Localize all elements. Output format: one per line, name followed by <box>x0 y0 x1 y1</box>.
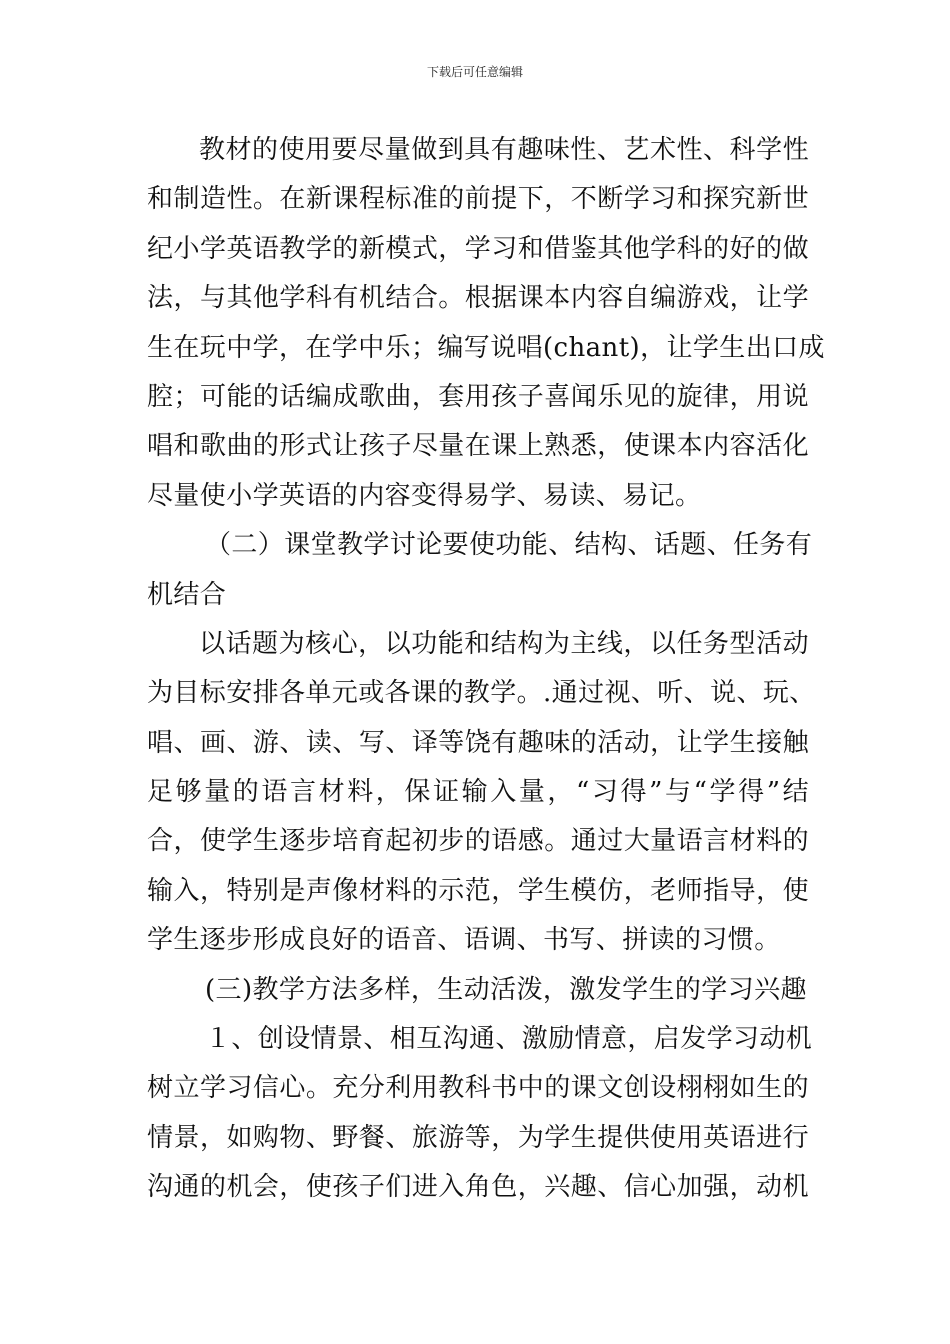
paragraph-line: 输入，特别是声像材料的示范，学生模仿，老师指导，使 <box>147 875 809 906</box>
section-heading-line: 机结合 <box>147 579 227 610</box>
paragraph-line: 尽量使小学英语的内容变得易学、易读、易记。 <box>147 480 702 511</box>
page-header: 下载后可任意编辑 <box>426 65 523 79</box>
section-heading-line: (三)教学方法多样，生动活泼，激发学生的学习兴趣 <box>205 974 807 1005</box>
list-item-line: １、创设情景、相互沟通、激励情意，启发学习动机 <box>205 1024 813 1055</box>
paragraph-line: 为目标安排各单元或各课的教学。.通过视、听、说、玩、 <box>147 678 816 709</box>
paragraph-line: 沟通的机会，使孩子们进入角色，兴趣、信心加强，动机 <box>147 1172 809 1203</box>
paragraph-line: 学生逐步形成良好的语音、语调、书写、拼读的习惯。 <box>147 925 781 956</box>
paragraph-line: 以话题为核心，以功能和结构为主线，以任务型活动 <box>199 628 809 659</box>
paragraph-line: 腔；可能的话编成歌曲，套用孩子喜闻乐见的旋律，用说 <box>147 381 809 412</box>
document-body <box>147 126 825 1213</box>
paragraph-line: 树立学习信心。充分利用教科书中的课文创设栩栩如生的 <box>147 1073 809 1104</box>
paragraph-line: 纪小学英语教学的新模式，学习和借鉴其他学科的好的做 <box>147 233 809 264</box>
paragraph-line: 法，与其他学科有机结合。根据课本内容自编游戏，让学 <box>147 283 809 314</box>
paragraph-line: 情景，如购物、野餐、旅游等，为学生提供使用英语进行 <box>147 1122 809 1153</box>
paragraph-line: 生在玩中学，在学中乐；编写说唱(chant)，让学生出口成 <box>147 332 825 363</box>
section-heading-line: （二）课堂教学讨论要使功能、结构、话题、任务有 <box>205 530 813 561</box>
paragraph-line: 足够量的语言材料，保证输入量，“习得”与“学得”结 <box>147 777 809 808</box>
paragraph-line: 和制造性。在新课程标准的前提下，不断学习和探究新世 <box>147 184 809 215</box>
paragraph-line: 教材的使用要尽量做到具有趣味性、艺术性、科学性 <box>199 135 809 165</box>
paragraph-line: 合，使学生逐步培育起初步的语感。通过大量语言材料的 <box>147 826 809 857</box>
paragraph-line: 唱、画、游、读、写、译等饶有趣味的活动，让学生接触 <box>147 727 809 758</box>
paragraph-line: 唱和歌曲的形式让孩子尽量在课上熟悉，使课本内容活化 <box>147 431 809 462</box>
